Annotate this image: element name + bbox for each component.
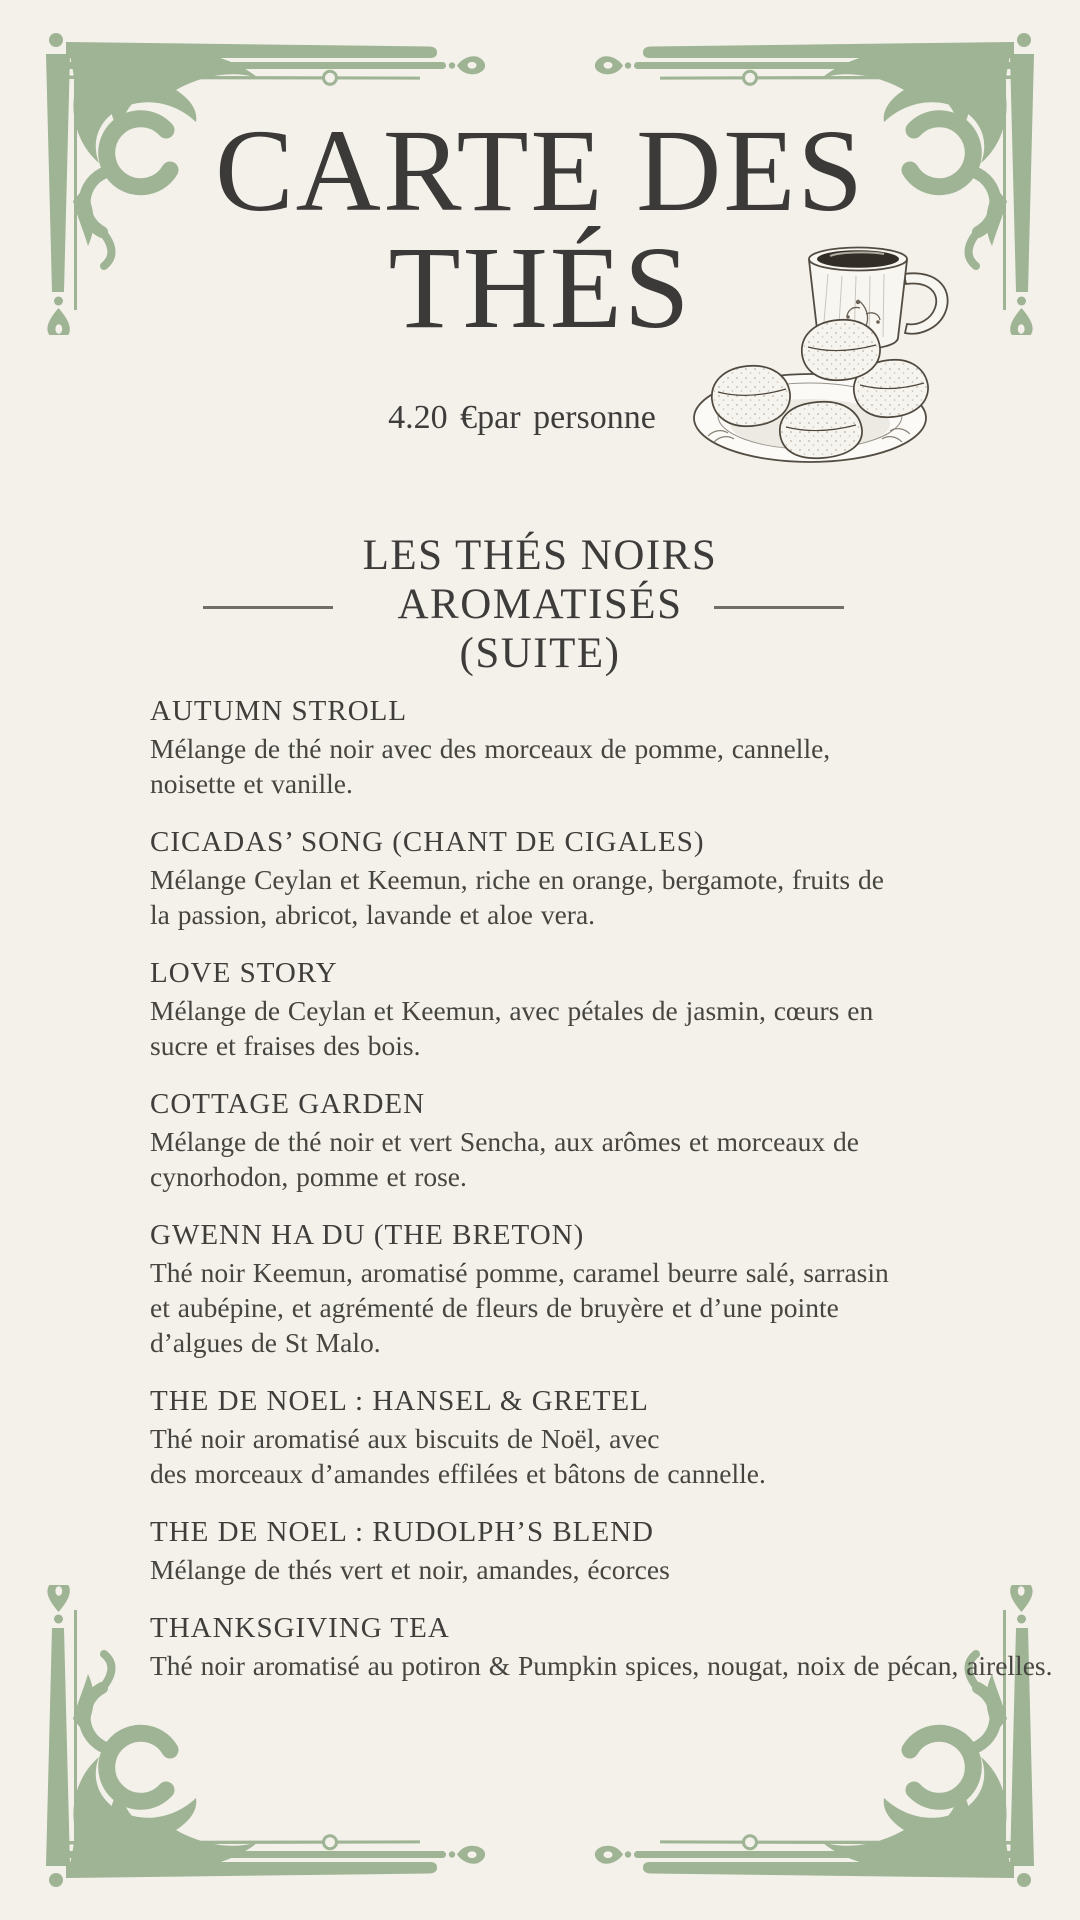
item-name: CICADAS’ SONG (CHANT DE CIGALES)	[150, 826, 705, 858]
price-per-person: 4.20 €par personne	[388, 399, 656, 436]
menu-item	[150, 956, 1040, 1063]
item-desc-line: Mélange Ceylan et Keemun, riche en orange, bergamote, fruits de	[150, 864, 884, 895]
menu-item	[150, 694, 1040, 801]
section-heading-line-2: AROMATISÉS	[397, 581, 683, 628]
item-desc-line: d’algues de St Malo.	[150, 1327, 381, 1358]
item-desc-line: noisette et vanille.	[150, 768, 353, 799]
item-desc-line: Mélange de thé noir avec des morceaux de pomme, cannelle,	[150, 733, 831, 764]
menu-item	[150, 1218, 1040, 1360]
item-desc-line: la passion, abricot, lavande et aloe vera.	[150, 899, 596, 930]
section-heading-line-1: LES THÉS NOIRS	[362, 532, 718, 579]
page-title-line-1: CARTE DES	[214, 105, 866, 236]
item-name: GWENN HA DU (THE BRETON)	[150, 1219, 585, 1251]
item-name: THANKSGIVING TEA	[150, 1612, 450, 1644]
item-desc-line: Mélange de thé noir et vert Sencha, aux arômes et morceaux de	[150, 1126, 859, 1157]
item-desc-line: Mélange de Ceylan et Keemun, avec pétales de jasmin, cœurs en	[150, 995, 874, 1026]
heading-rule-left	[203, 606, 333, 609]
menu-items-list	[150, 694, 1053, 1707]
item-name: THE DE NOEL : HANSEL & GRETEL	[150, 1385, 649, 1417]
item-name: THE DE NOEL : RUDOLPH’S BLEND	[150, 1516, 654, 1548]
page-title	[0, 105, 1080, 353]
section-heading-line-3: (SUITE)	[459, 630, 621, 677]
menu-item	[150, 1384, 1040, 1491]
item-desc-line: et aubépine, et agrémenté de fleurs de bruyère et d’une pointe	[150, 1292, 839, 1323]
item-desc-line: Thé noir aromatisé au potiron & Pumpkin spices, nougat, noix de pécan, airelles.	[150, 1650, 1053, 1681]
menu-item	[150, 825, 1040, 932]
item-desc-line: des morceaux d’amandes effilées et bâtons de cannelle.	[150, 1458, 766, 1489]
item-name: LOVE STORY	[150, 957, 338, 989]
item-desc-line: cynorhodon, pomme et rose.	[150, 1161, 467, 1192]
item-name: AUTUMN STROLL	[150, 695, 408, 727]
menu-item	[150, 1087, 1040, 1194]
item-name: COTTAGE GARDEN	[150, 1088, 426, 1120]
section-heading	[0, 531, 1080, 678]
menu-item	[150, 1515, 1040, 1587]
item-desc-line: Thé noir Keemun, aromatisé pomme, caramel beurre salé, sarrasin	[150, 1257, 889, 1288]
menu-item	[150, 1611, 1053, 1683]
heading-rule-right	[714, 606, 844, 609]
item-desc-line: Thé noir aromatisé aux biscuits de Noël, avec	[150, 1423, 660, 1454]
item-desc-line: sucre et fraises des bois.	[150, 1030, 421, 1061]
item-desc-line: Mélange de thés vert et noir, amandes, écorces	[150, 1554, 670, 1585]
page-title-line-2: THÉS	[388, 222, 692, 353]
